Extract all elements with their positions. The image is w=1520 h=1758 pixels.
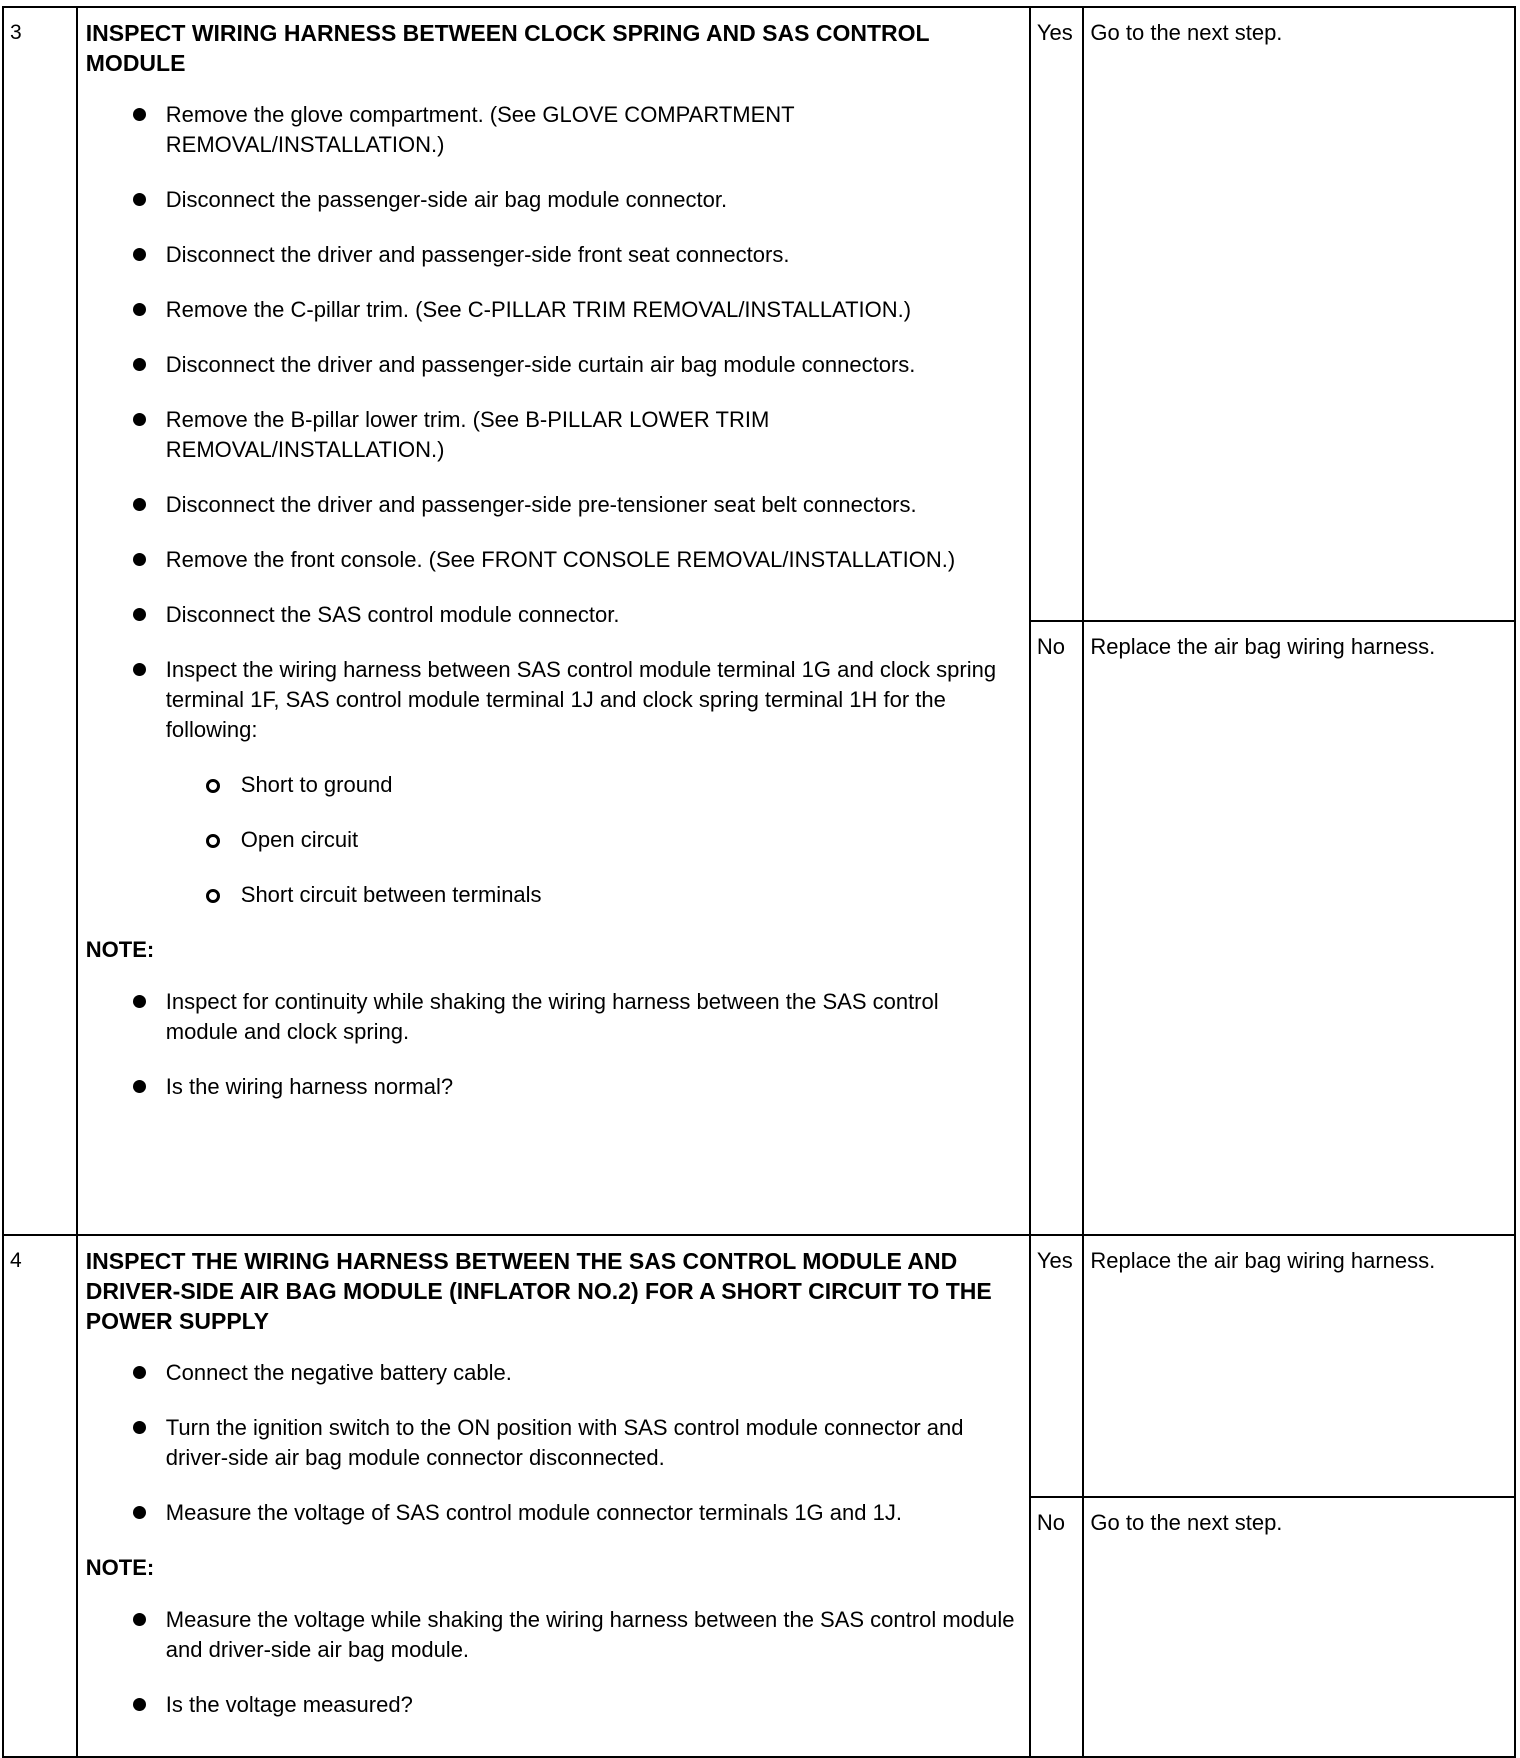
yes-no-cell [1030, 7, 1084, 1235]
step-number-cell [3, 1235, 77, 1757]
bullet-icon [133, 1613, 146, 1626]
procedure-item: Disconnect the driver and passenger-side front seat connectors. [86, 240, 1015, 270]
circle-bullet-icon [206, 834, 220, 848]
note-list [86, 987, 1015, 1102]
step-number: 3 [10, 21, 22, 44]
step-heading: INSPECT WIRING HARNESS BETWEEN CLOCK SPRING AND SAS CONTROL MODULE [85, 20, 930, 76]
circle-bullet-icon [206, 779, 220, 793]
procedure-item: Measure the voltage of SAS control module connector terminals 1G and 1J. [86, 1498, 1015, 1528]
bullet-icon [133, 1698, 146, 1711]
note-list [86, 1605, 1015, 1720]
bullet-icon [133, 248, 146, 261]
procedure-list [86, 1358, 1015, 1528]
bullet-icon [133, 358, 146, 371]
circle-bullet-icon [206, 889, 220, 903]
step-heading: INSPECT THE WIRING HARNESS BETWEEN THE SAS CONTROL MODULE AND DRIVER-SIDE AIR BAG MODULE (INFLATOR NO.2) FOR A SHORT CIRCUIT TO THE POWER SUPPLY [85, 1248, 992, 1334]
no-label: No [1036, 634, 1065, 659]
bullet-icon [133, 553, 146, 566]
procedure-item: Remove the front console. (See FRONT CONSOLE REMOVAL/INSTALLATION.) [86, 545, 1015, 575]
yes-action: Go to the next step. [1084, 8, 1514, 622]
bullet-icon [133, 498, 146, 511]
diagnostic-procedure-table [2, 6, 1516, 1758]
inspection-sublist [166, 770, 1015, 910]
note-item: Is the wiring harness normal? [86, 1072, 1015, 1102]
step-content-cell [77, 1235, 1030, 1757]
procedure-item: Remove the C-pillar trim. (See C-PILLAR TRIM REMOVAL/INSTALLATION.) [86, 295, 1015, 325]
no-action: Go to the next step. [1090, 1510, 1283, 1535]
note-label: NOTE: [85, 1555, 155, 1580]
yes-action: Replace the air bag wiring harness. [1084, 1236, 1514, 1498]
yes-label: Yes [1031, 8, 1083, 622]
procedure-item: Disconnect the passenger-side air bag module connector. [86, 185, 1015, 215]
note-item: Measure the voltage while shaking the wiring harness between the SAS control module and driver-side air bag module. [86, 1605, 1015, 1665]
no-action: Replace the air bag wiring harness. [1090, 634, 1436, 659]
yes-label: Yes [1031, 1236, 1083, 1498]
bullet-icon [133, 303, 146, 316]
bullet-icon [133, 995, 146, 1008]
procedure-list [86, 100, 1015, 910]
bullet-icon [133, 108, 146, 121]
procedure-item: Disconnect the driver and passenger-side curtain air bag module connectors. [86, 350, 1015, 380]
bullet-icon [133, 1366, 146, 1379]
note-item: Is the voltage measured? [86, 1690, 1015, 1720]
bullet-icon [133, 1080, 146, 1093]
bullet-icon [133, 413, 146, 426]
procedure-item: Remove the B-pillar lower trim. (See B-PILLAR LOWER TRIM REMOVAL/INSTALLATION.) [86, 405, 1015, 465]
step-row-3 [3, 7, 1515, 1235]
note-item: Inspect for continuity while shaking the wiring harness between the SAS control module and clock spring. [86, 987, 1015, 1047]
bullet-icon [133, 608, 146, 621]
procedure-item: Inspect the wiring harness between SAS control module terminal 1G and clock spring terminal 1F, SAS control module terminal 1J and clock spring terminal 1H for the following: Short to ground Open circuit Short circuit between terminals [86, 655, 1015, 910]
step-number-cell [3, 7, 77, 1235]
bullet-icon [133, 1421, 146, 1434]
procedure-item: Connect the negative battery cable. [86, 1358, 1015, 1388]
inspection-subitem: Open circuit [166, 825, 1015, 855]
yes-no-cell [1030, 1235, 1084, 1757]
step-row-4 [3, 1235, 1515, 1757]
inspection-subitem: Short circuit between terminals [166, 880, 1015, 910]
no-label: No [1036, 1510, 1065, 1535]
action-cell [1083, 1235, 1515, 1757]
procedure-item: Remove the glove compartment. (See GLOVE COMPARTMENT REMOVAL/INSTALLATION.) [86, 100, 1015, 160]
inspection-subitem: Short to ground [166, 770, 1015, 800]
action-cell [1083, 7, 1515, 1235]
note-label: NOTE: [85, 937, 155, 962]
bullet-icon [133, 193, 146, 206]
procedure-item: Disconnect the SAS control module connector. [86, 600, 1015, 630]
bullet-icon [133, 663, 146, 676]
step-number: 4 [10, 1249, 22, 1272]
step-content-cell [77, 7, 1030, 1235]
bullet-icon [133, 1506, 146, 1519]
procedure-item: Disconnect the driver and passenger-side pre-tensioner seat belt connectors. [86, 490, 1015, 520]
procedure-item: Turn the ignition switch to the ON position with SAS control module connector and driver-side air bag module connector disconnected. [86, 1413, 1015, 1473]
